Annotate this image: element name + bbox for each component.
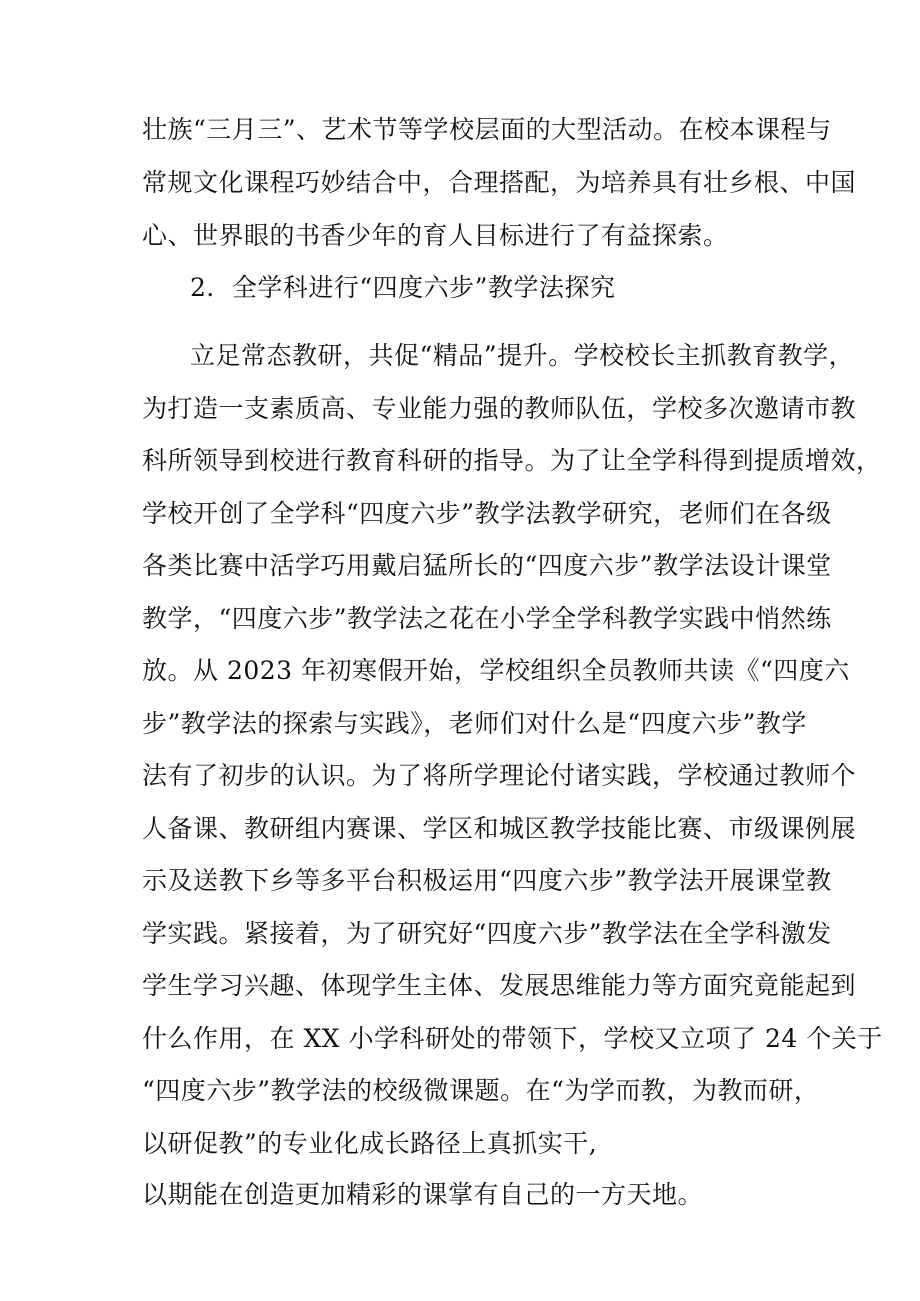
- paragraph-1-line-1: 壮族“三月三”、艺术节等学校层面的大型活动。在校本课程与: [142, 115, 832, 144]
- paragraph-2-line-17: 以期能在创造更加精彩的课掌有自己的一方天地。: [142, 1180, 704, 1209]
- paragraph-2-line-11: 示及送教下乡等多平台积极运用“四度六步”教学法开展课堂教: [142, 866, 832, 895]
- paragraph-2-line-10: 人备课、教研组内赛课、学区和城区教学技能比赛、市级课例展: [142, 814, 857, 843]
- paragraph-2-line-13: 学生学习兴趣、体现学生主体、发展思维能力等方面究竟能起到: [142, 971, 857, 1000]
- paragraph-2-line-5: 各类比赛中活学巧用戴启猛所长的“四度六步”教学法设计课堂: [142, 551, 832, 580]
- paragraph-2-line-2: 为打造一支素质高、专业能力强的教师队伍，学校多次邀请市教: [142, 394, 857, 423]
- paragraph-2-line-16: 以研促教”的专业化成长路径上真抓实干,: [142, 1129, 598, 1158]
- paragraph-2-line-9: 法有了初步的认识。为了将所学理论付诸实践，学校通过教师个: [142, 761, 857, 790]
- paragraph-2-line-8: 步”教学法的探索与实践》，老师们对什么是“四度六步”教学: [142, 709, 807, 738]
- paragraph-2-line-14: 什么作用，在 XX 小学科研处的带领下，学校又立项了 24 个关于: [142, 1024, 883, 1053]
- paragraph-2-line-4: 学校开创了全学科“四度六步”教学法教学研究，老师们在各级: [142, 499, 832, 528]
- paragraph-2-line-7: 放。从 2023 年初寒假开始，学校组织全员教师共读《“四度六: [142, 656, 850, 685]
- paragraph-2-line-1: 立足常态教研，共促“精品”提升。学校校长主抓教育教学，: [190, 341, 855, 370]
- paragraph-2-line-6: 教学，“四度六步”教学法之花在小学全学科教学实践中悄然练: [142, 604, 832, 633]
- paragraph-1-line-3: 心、世界眼的书香少年的育人目标进行了有益探索。: [142, 221, 729, 250]
- paragraph-2-line-15: “四度六步”教学法的校级微课题。在“为学而教，为教而研，: [142, 1076, 820, 1105]
- paragraph-2-line-3: 科所领导到校进行教育科研的指导。为了让全学科得到提质增效，: [142, 446, 882, 475]
- section-heading: 2．全学科进行“四度六步”教学法探究: [190, 273, 616, 302]
- paragraph-2-line-12: 学实践。紧接着，为了研究好“四度六步”教学法在全学科激发: [142, 919, 832, 948]
- paragraph-1-line-2: 常规文化课程巧妙结合中，合理搭配，为培养具有壮乡根、中国: [142, 168, 857, 197]
